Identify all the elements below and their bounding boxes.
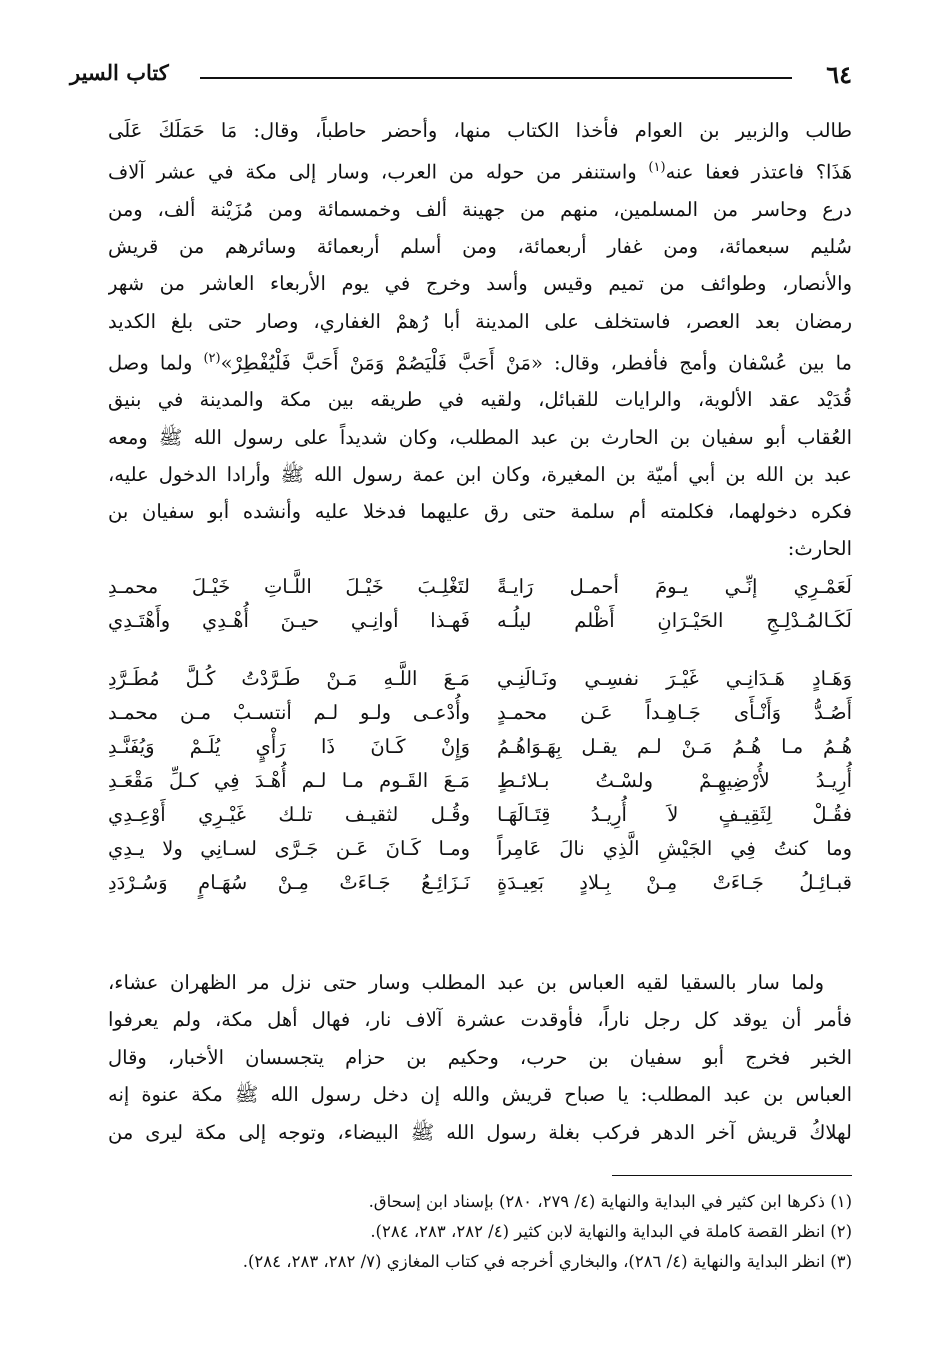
verse-first-hemistich: هُـمُ مـا هُـمُ مَـنْ لـم يقـل بِهَـوَاهُـمُ xyxy=(497,735,852,758)
text-line: رمضان بعد العصر، فاستخلف على المدينة أبا رُهمْ الغفاري، وصار حتى بلغ الكديد xyxy=(108,309,852,333)
poem xyxy=(108,570,852,940)
footnote-item: (٣) انظر البداية والنهاية (٤/ ٢٨٦)، والبخاري أخرجه في كتاب المغازي (٧/ ٢٨٢، ٢٨٣، ٢٨٤). xyxy=(242,1252,852,1271)
page-header xyxy=(70,58,852,92)
verse-first-hemistich: وَهَـادٍ هَـدَانِـي غَيْـرَ نفسِـي ونَـالَنِـي xyxy=(497,667,852,690)
verse-first-hemistich: لَعَمْـرِي إنِّـي يـومَ أحمـل رَايـةً xyxy=(497,575,852,598)
footnote-separator xyxy=(612,1175,852,1176)
text-line: درع وحاسر من المسلمين، منهم من جهينة ألف وخمسمائة ومن مُزَيْنة ألف، ومن xyxy=(108,197,852,221)
verse-first-hemistich: أَصُـدُّ وَأَنْـأَى جَـاهِـداً عَـن محمـدٍ xyxy=(497,701,852,724)
page-number: ٦٤ xyxy=(826,60,852,89)
poem-stanza xyxy=(108,662,852,900)
verse-second-hemistich: وأُدْعـى ولـو لـم أنتسـبْ مـن محمـد xyxy=(108,701,470,724)
poem-verse xyxy=(108,866,852,900)
text-line: ولما سار بالسقيا لقيه العباس بن عبد المطلب وسار حتى نزل مر الظهران عشاء، xyxy=(108,971,824,994)
main-text xyxy=(108,112,852,567)
verse-second-hemistich: لتَغْلِـبَ خَيْـلَ اللَّـاتِ خَيْـلَ محمـدِ xyxy=(108,575,470,598)
text-line: الخبر فخرج أبو سفيان بن حرب، وحكيم بن حزام يتجسسان الأخبار، وقال xyxy=(108,1045,852,1069)
verse-second-hemistich: نَـزَائِـعُ جَـاءَتْ مِـنْ سُهَـامٍ وَسُـرْدَدِ xyxy=(108,871,470,894)
text-fragment: ولما وصل xyxy=(108,351,204,375)
text-line: سُليم سبعمائة، ومن غفار أربعمائة، ومن أسلم أربعمائة وسائرهم من قريش xyxy=(108,235,852,259)
footnote-mark[interactable]: (٢) xyxy=(203,350,221,366)
text-line: قُدَيْد عقد الألوية، والرايات للقبائل، ولقيه في طريقه بين مكة والمدينة في بنيق xyxy=(108,388,852,412)
verse-second-hemistich: مَـعَ القَـوم مـا لـم أُهْـدَ فِي كـلِّ مَقْعَـدِ xyxy=(108,769,470,792)
verse-second-hemistich: وَإِنْ كَـانَ ذَا رَأْيٍ يُلَـمْ وَيُفَنَّـدِ xyxy=(108,735,470,758)
text-line: فأمر أن يوقد كل رجل ناراً، فأوقدت عشرة آلاف نار، فهال أهل مكة، ولم يعرفوا xyxy=(108,1008,852,1032)
text-fragment: واستنفر من حوله من العرب، وسار إلى مكة في عشر آلاف xyxy=(108,160,649,184)
text-line xyxy=(108,149,852,191)
continuation-text xyxy=(108,964,852,1151)
verse-first-hemistich: لَكَـالمُـدْلِـجِ الحَيْـرَانِ أَظْلم ليلُـه xyxy=(497,609,852,632)
poem-verse xyxy=(108,662,852,696)
text-line: العُقاب أبو سفيان بن الحارث بن عبد المطلب، وكان شديداً على رسول الله ﷺ ومعه xyxy=(108,425,852,449)
poem-verse xyxy=(108,764,852,798)
text-line: لهلاكُ قريش آخر الدهر فركب بغلة رسول الله ﷺ البيضاء، وتوجه إلى مكة ليرى من xyxy=(108,1120,852,1144)
poem-verse xyxy=(108,696,852,730)
verse-first-hemistich: قبـائِـلُ جَـاءَتْ مِـنْ بِـلادٍ بَعِيـدَةٍ xyxy=(497,871,852,894)
text-fragment: هَذَا؟ فاعتذر فعفا عنه xyxy=(665,160,852,184)
footnote-mark[interactable]: (١) xyxy=(648,160,666,176)
poem-stanza xyxy=(108,570,852,638)
verse-second-hemistich: وقُـل لثقيـف تلـك غَيْـرِي أَوْعِـدِي xyxy=(108,803,470,826)
text-line: العباس بن عبد المطلب: يا صباح قريش والله إن دخل رسول الله ﷺ مكة عنوة إنه xyxy=(108,1083,852,1107)
text-line: الحارث: xyxy=(787,537,852,561)
footnotes xyxy=(108,1187,852,1277)
poem-verse xyxy=(108,798,852,832)
verse-first-hemistich: أُرِيـدُ لأُرْضِيهِـمْ ولسْـتُ بـلائـطٍ xyxy=(497,769,852,792)
text-fragment: ما بين عُسْفان وأمج فأفطر، وقال: «مَنْ أَحَبَّ فَلْيَصُمْ وَمَنْ أَحَبَّ فَلْيُفْطِرْ» xyxy=(220,351,852,375)
poem-verse xyxy=(108,730,852,764)
verse-second-hemistich: ومـا كَـانَ عَـن جَـرَّى لسـانِي ولا يـدِي xyxy=(108,837,470,860)
poem-verse xyxy=(108,570,852,604)
book-title: كتاب السير xyxy=(70,60,169,85)
verse-first-hemistich: فقُـلْ لِثَقِيـفٍ لاَ أُرِيـدُ قِتَـالَهَـا xyxy=(497,803,852,826)
footnote-item: (٢) انظر القصة كاملة في البداية والنهاية لابن كثير (٤/ ٢٨٢، ٢٨٣، ٢٨٤). xyxy=(370,1222,852,1241)
poem-verse xyxy=(108,604,852,638)
header-rule xyxy=(200,77,792,79)
verse-first-hemistich: وما كنتُ فِي الجَيْشِ الَّذِي نالَ عَامِراً xyxy=(497,837,852,860)
poem-verse xyxy=(108,832,852,866)
text-line: فكره دخولهما، فكلمته أم سلمة حتى رق عليهما فدخلا عليه وأنشده أبو سفيان بن xyxy=(108,500,852,524)
verse-second-hemistich: فَهـذا أوانِـي حيـنَ أُهْـدِي وأَهْتَـدِي xyxy=(108,609,470,632)
text-line: والأنصار، وطوائف من تميم وقيس وأسد وخرج في يوم الأربعاء العاشر من شهر xyxy=(108,272,852,296)
footnote-item: (١) ذكرها ابن كثير في البداية والنهاية (٤/ ٢٧٩، ٢٨٠) بإسناد ابن إسحاق. xyxy=(368,1192,852,1211)
verse-second-hemistich: مَـعَ اللَّـهِ مَـنْ طَـرَّدْتُ كُـلَّ مُطَـرَّدِ xyxy=(108,667,470,690)
text-line: طالب والزبير بن العوام فأخذا الكتاب منها، وأحضر حاطباً، وقال: مَا حَمَلَكَ عَلَى xyxy=(108,119,852,142)
text-line xyxy=(108,340,852,382)
text-line: عبد بن الله بن أبي أميّة بن المغيرة، وكان ابن عمة رسول الله ﷺ وأرادا الدخول عليه، xyxy=(108,462,852,486)
